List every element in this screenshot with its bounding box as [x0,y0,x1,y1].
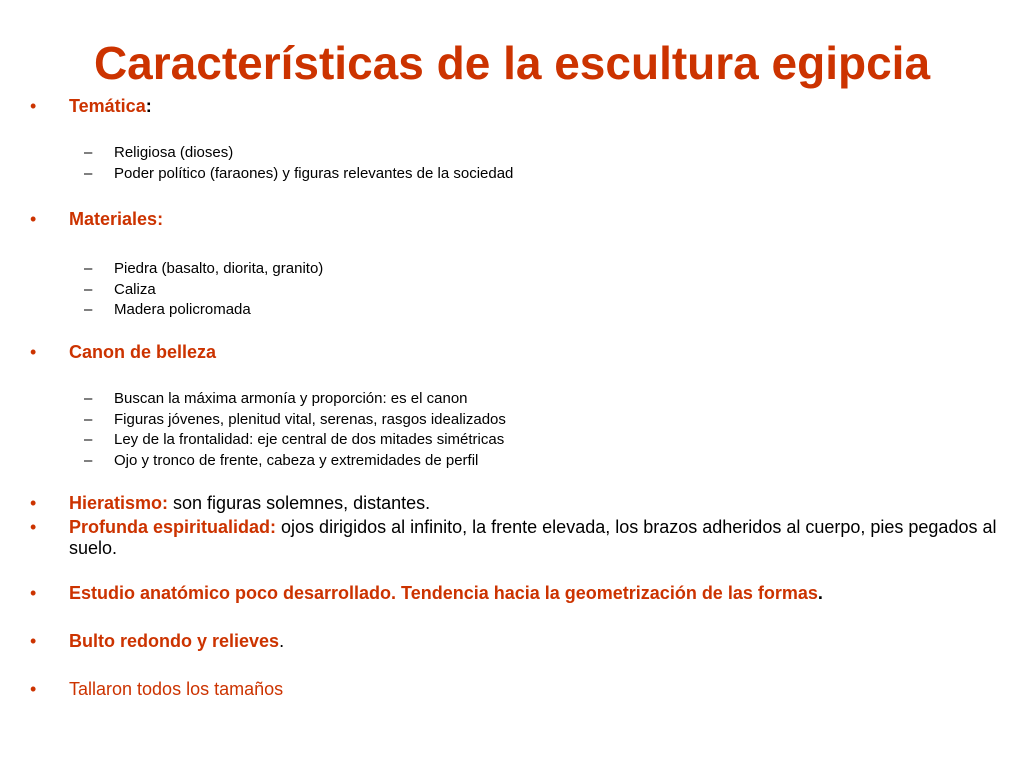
bullet-dot: • [30,493,37,513]
tematica-heading: Temática [69,96,146,116]
dash-mark: – [84,411,93,428]
hieratismo-text: son figuras solemnes, distantes. [168,493,431,513]
estudio-heading: Estudio anatómico poco desarrollado. Tendencia hacia la geometrización de las formas [69,583,818,603]
canon-heading: Canon de belleza [69,342,217,362]
espiritualidad-text: ojos dirigidos al infinito, la frente elevada, los brazos adheridos al cuerpo, pies pegados al suelo. [69,517,997,558]
estudio-period: . [817,583,823,603]
bulto-period: . [279,631,285,651]
dash-mark: – [84,301,93,318]
materiales-colon: : [157,209,164,229]
materiales-heading: Materiales [69,209,158,229]
slide-title: Características de la escultura egipcia [93,37,931,89]
bullet-dot: • [30,342,37,362]
bulto-heading: Bulto redondo y relieves [69,631,280,651]
dash-mark: – [84,165,93,182]
bullet-dot: • [30,96,37,116]
bullet-dot: • [30,679,37,699]
dash-mark: – [84,431,93,448]
tallaron-text: Tallaron todos los tamaños [69,679,284,699]
bullet-dot: • [30,631,37,651]
espiritualidad-heading: Profunda espiritualidad: [69,517,277,537]
tematica-colon: : [145,96,152,116]
bullet-dot: • [30,583,37,603]
bullet-dot: • [30,209,37,229]
hieratismo-heading: Hieratismo: [69,493,169,513]
dash-mark: – [84,390,93,407]
dash-mark: – [84,144,93,161]
dash-mark: – [84,281,93,298]
dash-mark: – [84,260,93,277]
dash-mark: – [84,452,93,469]
bullet-dot: • [30,517,37,537]
